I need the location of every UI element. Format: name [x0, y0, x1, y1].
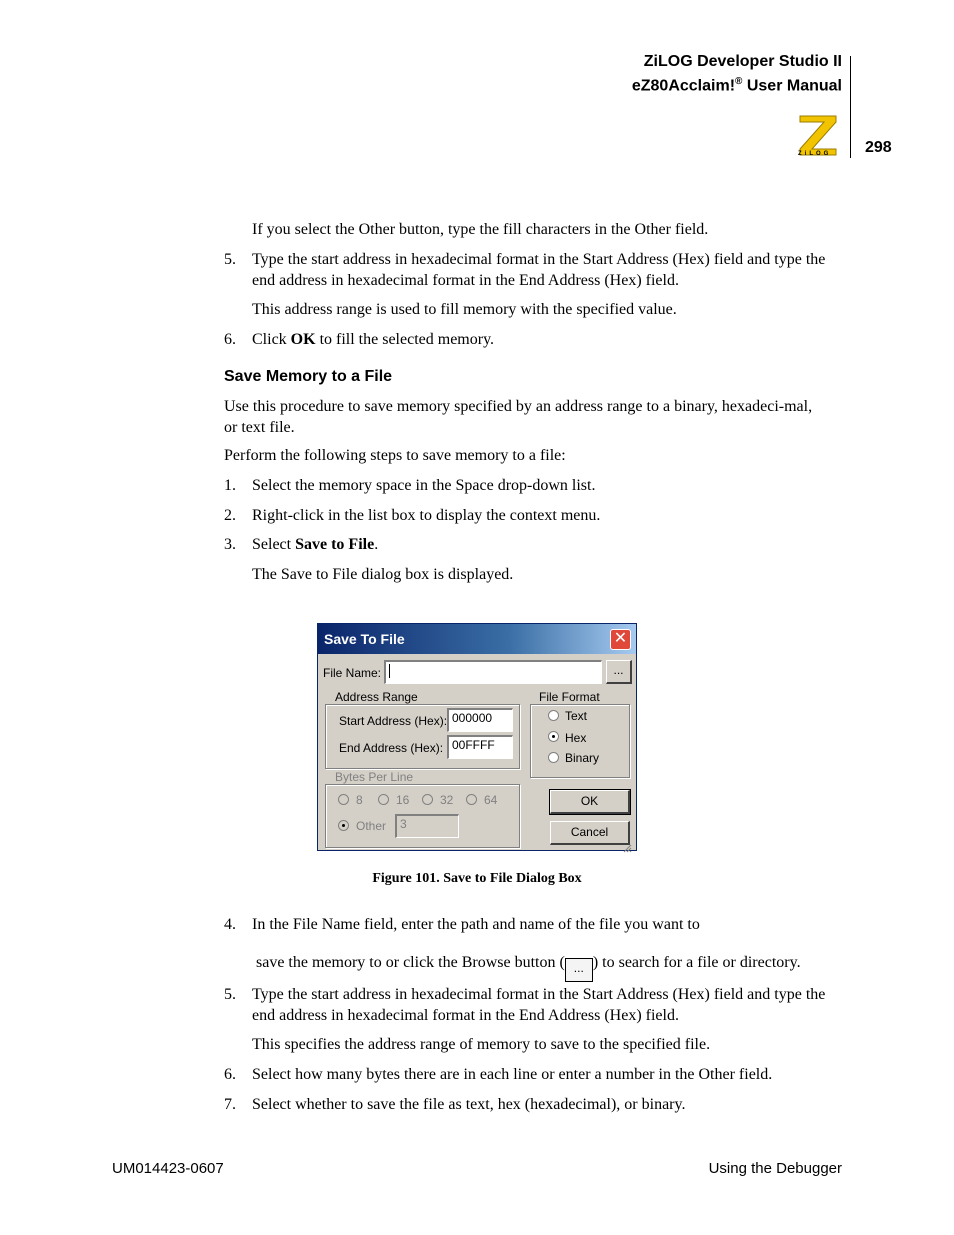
step-number: 6. [224, 1066, 236, 1083]
paragraph-perform: Perform the following steps to save memory to a file: [224, 447, 566, 464]
resize-grip-icon[interactable] [622, 840, 632, 850]
radio-hex-label: Hex [565, 731, 587, 745]
logo-text: ZiLOG [798, 151, 832, 157]
radio-other-label: Other [356, 819, 387, 833]
header-manual: User Manual [742, 77, 842, 95]
ok-button[interactable]: OK [550, 790, 630, 814]
browse-button-icon: ... [565, 958, 593, 982]
start-address-label: Start Address (Hex): [339, 714, 448, 728]
step-text: Type the start address in hexadecimal format in the Start Address (Hex) field and type the end address in hexadecimal format in the End Address (Hex) field. [252, 251, 826, 289]
paragraph-intro: Use this procedure to save memory specified by an address range to a binary, hexadeci-mal, or text file. [224, 398, 813, 436]
paragraph-displayed: The Save to File dialog box is displayed. [252, 566, 514, 583]
file-name-label: File Name: [323, 666, 382, 680]
zilog-logo [796, 113, 840, 161]
radio-16-label: 16 [396, 793, 410, 807]
radio-32-label: 32 [440, 793, 454, 807]
step-text: Type the start address in hexadecimal format in the Start Address (Hex) field and type the end address in hexadecimal format in the End Address (Hex) field. [252, 986, 826, 1024]
radio-hex[interactable] [548, 731, 559, 742]
section-heading: Save Memory to a File [224, 368, 393, 385]
header-rule [850, 56, 851, 158]
text-run: . [374, 536, 379, 553]
radio-32[interactable] [422, 794, 433, 805]
paragraph-specifies: This specifies the address range of memory to save to the specified file. [252, 1036, 711, 1053]
step-number: 1. [224, 477, 236, 494]
radio-64-label: 64 [484, 793, 498, 807]
header-product: eZ80Acclaim! [631, 77, 736, 95]
step-number: 5. [224, 251, 236, 268]
other-input[interactable]: 3 [395, 814, 459, 838]
header-title-line1: ZiLOG Developer Studio II [643, 53, 842, 70]
end-address-label: End Address (Hex): [339, 741, 444, 755]
end-address-input[interactable]: 00FFFF [447, 735, 513, 759]
radio-64[interactable] [466, 794, 477, 805]
step-text: Select the memory space in the Space drop-down list. [252, 477, 596, 494]
dialog-title: Save To File [324, 631, 405, 647]
text-run: to fill the selected memory. [315, 331, 495, 348]
step-number: 6. [224, 331, 236, 348]
registered-mark: ® [735, 76, 743, 87]
figure-caption: Figure 101. Save to File Dialog Box [372, 871, 582, 886]
close-icon[interactable]: ✕ [610, 629, 631, 650]
file-format-label: File Format [539, 690, 600, 704]
radio-16[interactable] [378, 794, 389, 805]
dialog-title-bar [318, 624, 636, 654]
step-number: 3. [224, 536, 236, 553]
text-run: ) to search for a file or directory. [592, 954, 801, 971]
radio-8[interactable] [338, 794, 349, 805]
step-text: In the File Name field, enter the path and name of the file you want to [252, 916, 700, 933]
file-name-input[interactable] [384, 660, 602, 684]
bold-text: Save to File [295, 536, 375, 553]
address-range-label: Address Range [335, 690, 418, 704]
step-text [252, 534, 852, 555]
step-number: 7. [224, 1096, 236, 1113]
text-run: Select [252, 536, 296, 553]
text-run: Click [252, 331, 291, 348]
radio-other[interactable] [338, 820, 349, 831]
radio-text-label: Text [565, 709, 588, 723]
footer-section: Using the Debugger [708, 1160, 842, 1177]
header-title-line2 [632, 72, 842, 96]
radio-binary[interactable] [548, 752, 559, 763]
cancel-button[interactable]: Cancel [550, 821, 630, 845]
radio-binary-label: Binary [565, 751, 600, 765]
page-number: 298 [865, 139, 892, 156]
step-number: 2. [224, 507, 236, 524]
step-number: 4. [224, 916, 236, 933]
text-run: save the memory to or click the Browse button ( [256, 954, 565, 971]
paragraph-range: This address range is used to fill memory with the specified value. [252, 301, 677, 318]
step-number: 5. [224, 986, 236, 1003]
save-to-file-dialog [317, 623, 637, 851]
footer-doc-id: UM014423-0607 [112, 1160, 224, 1177]
step-text: Right-click in the list box to display the context menu. [252, 507, 601, 524]
radio-8-label: 8 [356, 793, 363, 807]
browse-button[interactable]: ... [606, 660, 632, 684]
step-text: Select how many bytes there are in each line or enter a number in the Other field. [252, 1066, 773, 1083]
text-cursor [389, 664, 390, 678]
step-continuation [256, 952, 856, 982]
radio-text[interactable] [548, 710, 559, 721]
step-text [252, 329, 852, 350]
start-address-input[interactable]: 000000 [447, 708, 513, 732]
bytes-per-line-label: Bytes Per Line [335, 770, 414, 784]
step-text: Select whether to save the file as text, hex (hexadecimal), or binary. [252, 1096, 686, 1113]
paragraph-other: If you select the Other button, type the fill characters in the Other field. [252, 221, 709, 238]
bold-text: OK [290, 331, 316, 348]
